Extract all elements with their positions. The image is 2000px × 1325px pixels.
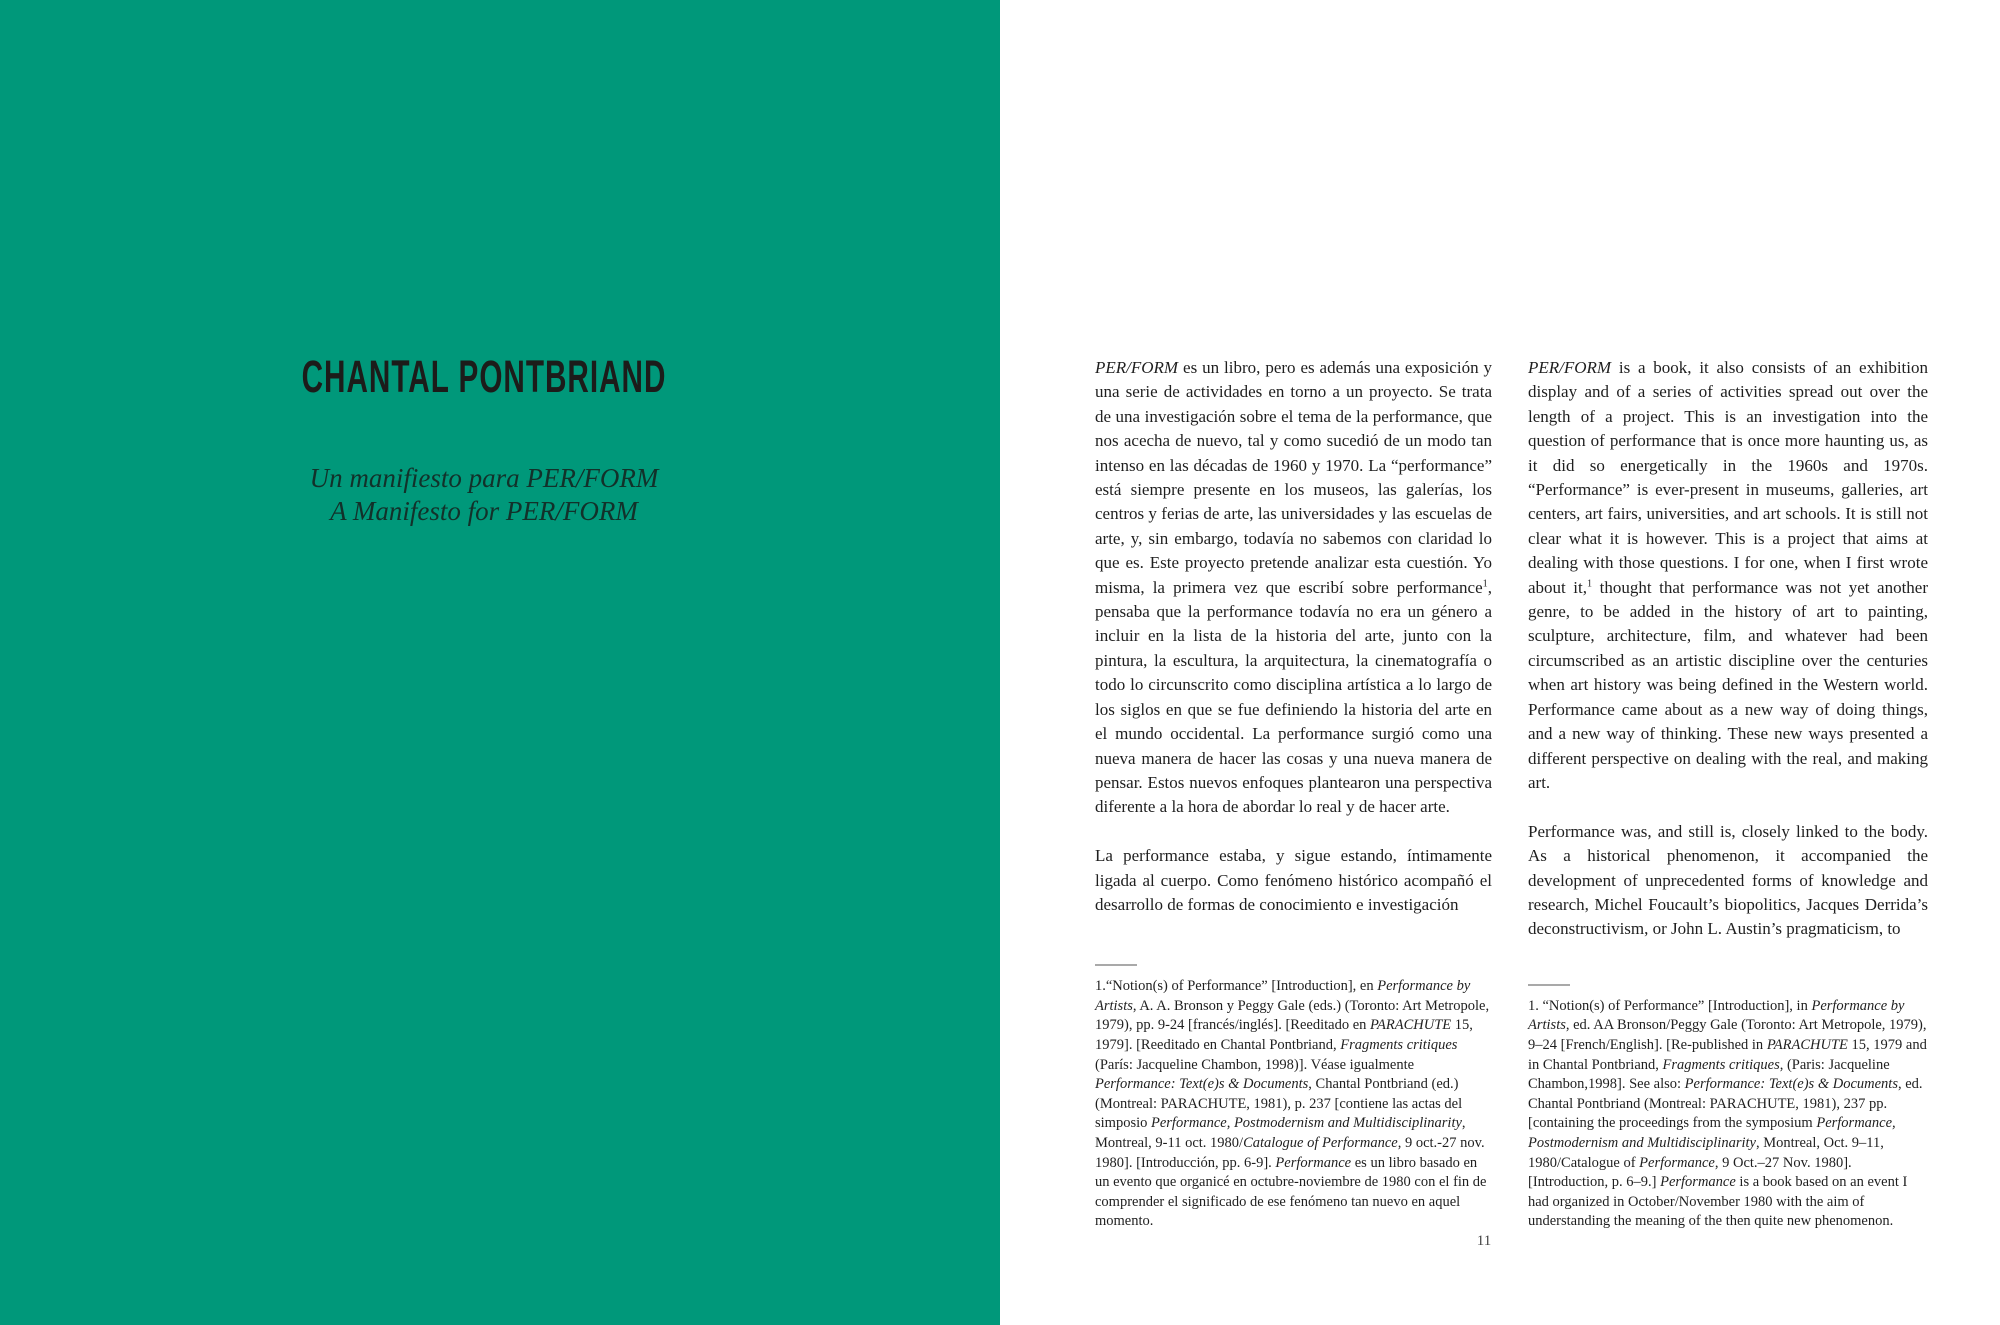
subtitle-spanish: Un manifiesto para PER/FORM	[309, 463, 659, 493]
subtitle-english: A Manifesto for PER/FORM	[330, 496, 638, 526]
footnote-divider	[1528, 984, 1570, 986]
page-number: 11	[1476, 1233, 1492, 1249]
right-page	[1000, 0, 2000, 1325]
subtitle-block	[0, 462, 968, 528]
footnote-spanish-text: 1.“Notion(s) of Performance” [Introduction], en Performance by Artists, A. A. Bronson y Peggy Gale (eds.) (Toronto: Art Metropole, 1979), pp. 9-24 [francés/inglés]. [Reeditado en PARACHUTE 15, 1979]. [Reeditado en Chantal Pontbriand, Fragments critiques (París: Jacqueline Chambon, 1998)]. Véase igualmente Performance: Text(e)s & Documents, Chantal Pontbriand (ed.) (Montreal: PARACHUTE, 1981), p. 237 [contiene las actas del simposio Performance, Postmodernism and Multidisciplinarity, Montreal, 9-11 oct. 1980/Catalogue of Performance, 9 oct.-27 nov. 1980]. [Introducción, pp. 6-9]. Performance es un libro basado en un evento que organicé en octubre-noviembre de 1980 con el fin de comprender el significado de ese fenómeno tan nuevo en aquel momento.	[1095, 978, 1490, 1230]
column-english	[1528, 356, 1928, 1232]
author-title: CHANTAL PONTBRIAND	[301, 351, 667, 402]
footnote-english	[1528, 984, 1928, 1232]
paragraph-spanish-1: PER/FORM es un libro, pero es además una exposición y una serie de actividades en torno a un proyecto. Se trata de una investigación sobre el tema de la performance, que nos acecha de nuevo, tal y como sucedió de un modo tan intenso en las décadas de 1960 y 1970. La “performance” está siempre presente en los museos, las galerías, los centros y ferias de arte, las universidades y las escuelas de arte, y, sin embargo, todavía no sabemos con claridad lo que es. Este proyecto pretende analizar esta cuestión. Yo misma, la primera vez que escribí sobre performance$^1$, pensaba que la performance todavía no era un género a incluir en la lista de la historia del arte, junto con la pintura, la escultura, la arquitectura, la cinematografía o todo lo circunscrito como disciplina artística a lo largo de los siglos en que se fue definiendo la historia del arte en el mundo occidental. La performance surgió como una nueva manera de hacer las cosas y una nueva manera de pensar. Estos nuevos enfoques plantearon una perspectiva diferente a la hora de abordar lo real y de hacer arte.	[1095, 358, 1492, 817]
paragraph-english-1: PER/FORM is a book, it also consists of an exhibition display and of a series of activities spread out over the length of a project. This is an investigation into the question of performance that is once more haunting us, as it did so energetically in the 1960s and 1970s. “Performance” is ever-present in museums, galleries, art centers, art fairs, universities, and art schools. It is still not clear what it is however. This is a project that aims at dealing with those questions. I for one, when I first wrote about it,$^1$ thought that performance was not yet another genre, to be added in the history of art to painting, sculpture, architecture, film, and whatever had been circumscribed as an artistic discipline over the centuries when art history was being defined in the Western world. Performance came about as a new way of doing things, and a new way of thinking. These new ways presented a different perspective on dealing with the real, and making art.	[1528, 358, 1929, 792]
paragraph-spanish-2: La performance estaba, y sigue estando, íntimamente ligada al cuerpo. Como fenómeno histórico acompañó el desarrollo de formas de conocimiento e investigación	[1095, 846, 1492, 914]
footnote-english-text: 1. “Notion(s) of Performance” [Introduction], in Performance by Artists, ed. AA Bronson/Peggy Gale (Toronto: Art Metropole, 1979), 9–24 [French/English]. [Re-published in PARACHUTE 15, 1979 and in Chantal Pontbriand, Fragments critiques, (Paris: Jacqueline Chambon,1998]. See also: Performance: Text(e)s & Documents, ed. Chantal Pontbriand (Montreal: PARACHUTE, 1981), 237 pp. [containing the proceedings from the symposium Performance, Postmodernism and Multidisciplinarity, Montreal, Oct. 9–11, 1980/Catalogue of Performance, 9 Oct.–27 Nov. 1980]. [Introduction, p. 6–9.] Performance is a book based on an event I had organized in October/November 1980 with the aim of understanding the meaning of the then quite new phenomenon.	[1528, 997, 1927, 1230]
footnote-divider	[1095, 964, 1137, 966]
column-spanish	[1095, 356, 1492, 1232]
paragraph-english-2: Performance was, and still is, closely linked to the body. As a historical phenomenon, it accompanied the development of unprecedented forms of knowledge and research, Michel Foucault’s biopolitics, Jacques Derrida’s deconstructivism, or John L. Austin’s pragmaticism, to	[1528, 821, 1928, 939]
footnote-spanish	[1095, 964, 1492, 1232]
